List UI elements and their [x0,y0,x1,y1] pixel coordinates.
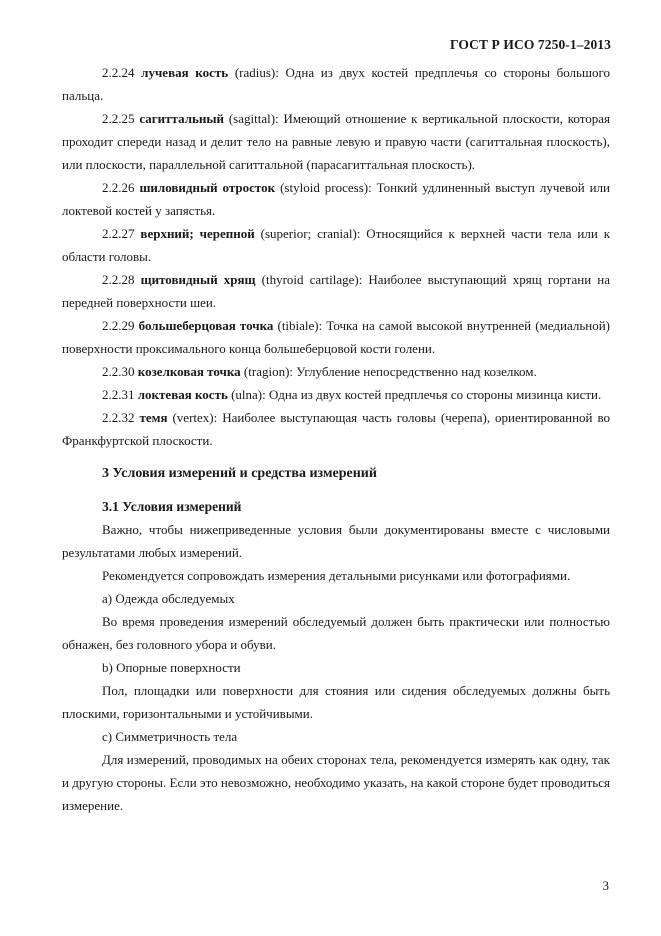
section-title: 3 Условия измерений и средства измерений [102,466,377,481]
term-definition: (thyroid cartilage): Наиболее выступающий хрящ гортани на передней поверхности шеи. [62,272,611,310]
spacer [62,452,610,462]
term-definition: (ulna): Одна из двух костей предплечья со стороны мизинца кисти. [227,387,602,402]
term-name: козелковая точка [137,364,241,379]
term-number: 2.2.28 [102,272,135,287]
term-number: 2.2.30 [102,364,135,379]
term-name: темя [139,410,168,425]
term-definition: (vertex): Наиболее выступающая часть головы (черепа), ориентированной во Франкфуртской плоскости. [62,410,611,448]
term-entry [62,176,610,222]
term-definition: (superior; cranial): Относящийся к верхней части тела или к области головы. [62,226,611,264]
term-entry [62,107,610,176]
term-definition: (styloid process): Тонкий удлиненный выступ лучевой или локтевой костей у запястья. [62,180,610,218]
term-number: 2.2.32 [102,410,135,425]
term-number: 2.2.24 [102,65,135,80]
term-entry [62,61,610,107]
term-number: 2.2.25 [102,111,135,126]
subsection-title: 3.1 Условия измерений [102,499,242,514]
spacer [62,485,610,495]
term-definition: (tibiale): Точка на самой высокой внутренней (медиальной) поверхности проксимального конца большеберцовой кости голени. [62,318,611,356]
term-number: 2.2.31 [102,387,135,402]
term-name: локтевая кость [137,387,228,402]
term-number: 2.2.26 [102,180,135,195]
term-name: большеберцовая точка [138,318,274,333]
page-number: 3 [602,878,609,893]
term-entry [62,268,610,314]
term-entry [62,383,610,406]
term-name: лучевая кость [141,65,229,80]
term-number: 2.2.27 [102,226,135,241]
term-entry [62,406,610,452]
term-name: шиловидный отросток [139,180,276,195]
body-paragraph: Во время проведения измерений обследуемый должен быть практически или полностью обнажен, без головного убора и обуви. [62,614,610,652]
term-number: 2.2.29 [102,318,135,333]
term-definition: (sagittal): Имеющий отношение к вертикальной плоскости, которая проходит спереди назад и делит тело на равные левую и правую части (сагиттальная плоскость), или плоскости, параллельной сагиттальной (парасагиттальная плоскость). [62,111,611,172]
term-entry [62,360,610,383]
term-name: сагиттальный [139,111,225,126]
term-name: верхний; черепной [140,226,255,241]
page-content [62,61,610,817]
list-item-heading: b) Опорные поверхности [102,660,241,675]
term-entry [62,222,610,268]
term-definition: (tragion): Углубление непосредственно над козелком. [240,364,537,379]
standard-header: ГОСТ Р ИСО 7250-1–2013 [450,37,611,52]
term-name: щитовидный хрящ [140,272,256,287]
term-definition: (radius): Одна из двух костей предплечья со стороны большого пальца. [62,65,610,103]
body-paragraph: Важно, чтобы нижеприведенные условия были документированы вместе с числовыми результатами любых измерений. [62,522,610,560]
term-entry [62,314,610,360]
list-item-heading: a) Одежда обследуемых [102,591,235,606]
body-paragraph: Рекомендуется сопровождать измерения детальными рисунками или фотографиями. [102,568,571,583]
list-item-heading: c) Симметричность тела [102,729,238,744]
body-paragraph: Для измерений, проводимых на обеих сторонах тела, рекомендуется измерять как одну, так и другую стороны. Если это невозможно, необходимо указать, на какой стороне будет проводиться измерение. [62,752,610,813]
body-paragraph: Пол, площадки или поверхности для стояния или сидения обследуемых должны быть плоскими, горизонтальными и устойчивыми. [62,683,610,721]
